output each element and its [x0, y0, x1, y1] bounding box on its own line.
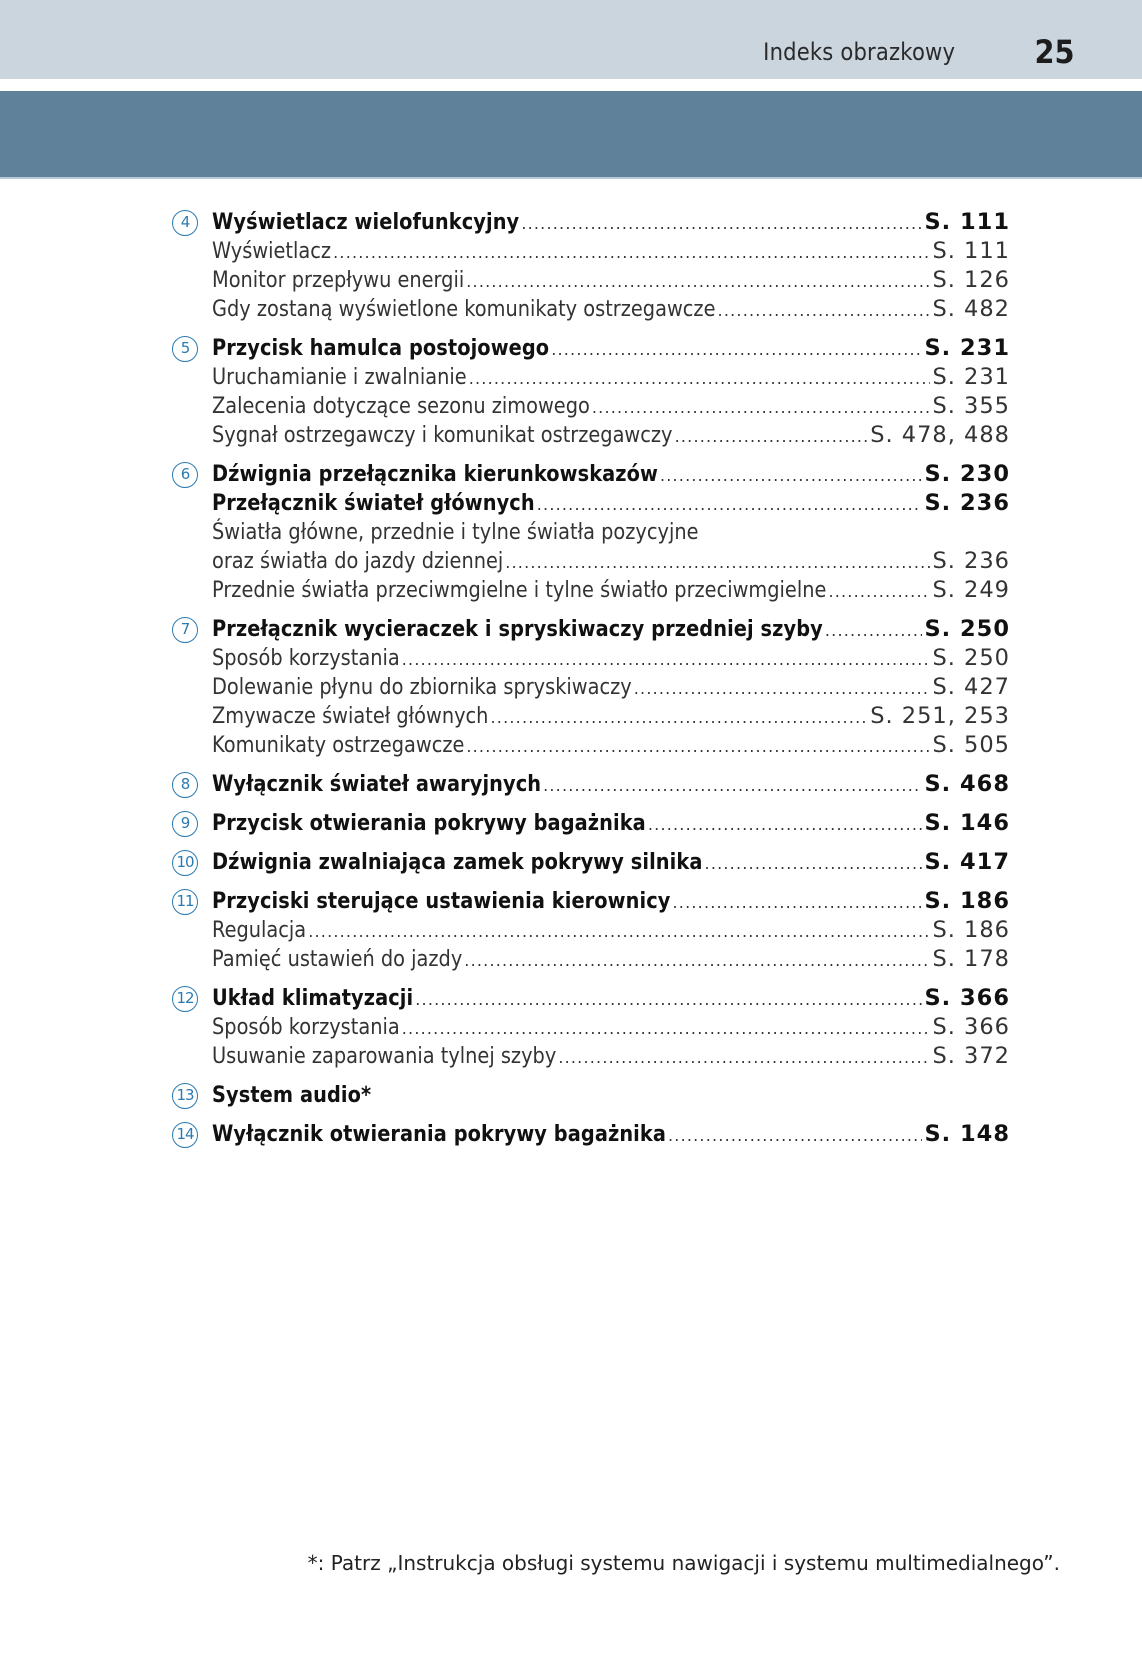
page-reference-link[interactable]: S. 482	[932, 296, 1010, 322]
page-reference-link[interactable]: S. 366	[924, 985, 1010, 1011]
page-reference-link[interactable]: S. 427	[932, 674, 1010, 700]
entry-main-row	[172, 770, 1010, 799]
entry-sub-row	[172, 237, 1010, 266]
entry-label: Wyświetlacz wielofunkcyjny	[212, 209, 520, 235]
dot-leader	[308, 917, 930, 946]
index-entry	[172, 1081, 1010, 1110]
entry-label: Dolewanie płynu do zbiornika spryskiwaczy	[212, 674, 632, 700]
entry-main-row	[172, 887, 1010, 916]
entry-sub-row	[172, 945, 1010, 974]
dot-leader	[415, 985, 922, 1014]
entry-label: Przycisk otwierania pokrywy bagażnika	[212, 810, 646, 836]
index-entry	[172, 809, 1010, 838]
entry-main-row	[172, 1120, 1010, 1149]
entry-sub-row	[172, 266, 1010, 295]
index-entry	[172, 848, 1010, 877]
index-entry	[172, 460, 1010, 605]
entry-sub-row	[172, 702, 1010, 731]
entry-label: Dźwignia przełącznika kierunkowskazów	[212, 461, 659, 487]
section-title: Indeks obrazkowy	[763, 38, 955, 66]
dot-leader	[668, 1121, 922, 1150]
dot-leader	[402, 1014, 931, 1043]
index-entry	[172, 334, 1010, 450]
entry-label: Przełącznik wycieraczek i spryskiwaczy przedniej szyby	[212, 616, 823, 642]
index-entry	[172, 887, 1010, 974]
page-reference-link[interactable]: S. 111	[932, 238, 1010, 264]
page-reference-link[interactable]: S. 231	[932, 364, 1010, 390]
page-reference-link[interactable]: S. 372	[932, 1043, 1010, 1069]
entry-sub-row	[172, 421, 1010, 450]
entry-label: Uruchamianie i zwalnianie	[212, 364, 467, 390]
entry-main-row	[172, 809, 1010, 838]
entry-label: Zmywacze świateł głównych	[212, 703, 489, 729]
dot-leader	[675, 422, 869, 451]
entry-sub-row	[172, 1013, 1010, 1042]
entry-sub-row	[172, 644, 1010, 673]
dot-leader	[718, 296, 931, 325]
dot-leader	[464, 946, 930, 975]
entry-label: Zalecenia dotyczące sezonu zimowego	[212, 393, 590, 419]
picture-index-list	[172, 208, 1010, 1159]
entry-label: Sposób korzystania	[212, 1014, 400, 1040]
entry-main-row	[172, 460, 1010, 489]
dot-leader	[505, 548, 930, 577]
entry-label: Wyłącznik otwierania pokrywy bagażnika	[212, 1121, 666, 1147]
dot-leader	[558, 1043, 930, 1072]
dot-leader	[402, 645, 931, 674]
page-number: 25	[1034, 33, 1075, 71]
dot-leader	[543, 771, 922, 800]
page-reference-link[interactable]: S. 236	[924, 490, 1010, 516]
entry-label: Regulacja	[212, 917, 307, 943]
page-reference-link[interactable]: S. 186	[924, 888, 1010, 914]
entry-label: Wyświetlacz	[212, 238, 332, 264]
entry-sub-row	[172, 392, 1010, 421]
circled-number-marker: 11	[172, 889, 198, 915]
entry-sub-row	[172, 518, 1010, 547]
page-reference-link[interactable]: S. 251, 253	[870, 703, 1010, 729]
footnote: *: Patrz „Instrukcja obsługi systemu nawigacji i systemu multimedialnego”.	[307, 1551, 1060, 1575]
index-entry	[172, 208, 1010, 324]
circled-number-marker: 9	[172, 811, 198, 837]
dot-leader	[469, 364, 931, 393]
entry-sub-row	[172, 731, 1010, 760]
dot-leader	[634, 674, 931, 703]
entry-sub-row	[172, 547, 1010, 576]
page-reference-link[interactable]: S. 230	[924, 461, 1010, 487]
dot-leader	[660, 461, 922, 490]
circled-number-marker: 4	[172, 210, 198, 236]
page-reference-link[interactable]: S. 417	[924, 849, 1010, 875]
page-reference-link[interactable]: S. 126	[932, 267, 1010, 293]
entry-label: Gdy zostaną wyświetlone komunikaty ostrzegawcze	[212, 296, 716, 322]
entry-label: Przełącznik świateł głównych	[212, 490, 535, 516]
entry-label: Przyciski sterujące ustawienia kierownicy	[212, 888, 671, 914]
index-entry	[172, 984, 1010, 1071]
entry-label: Komunikaty ostrzegawcze	[212, 732, 465, 758]
entry-main-row	[172, 489, 1010, 518]
dot-leader	[466, 732, 930, 761]
entry-main-row	[172, 1081, 1010, 1110]
circled-number-marker: 5	[172, 336, 198, 362]
page-reference-link[interactable]: S. 249	[932, 577, 1010, 603]
entry-main-row	[172, 615, 1010, 644]
entry-main-row	[172, 848, 1010, 877]
page-reference-link[interactable]: S. 186	[932, 917, 1010, 943]
page-reference-link[interactable]: S. 505	[932, 732, 1010, 758]
dot-leader	[466, 267, 930, 296]
decorative-band	[0, 91, 1142, 179]
circled-number-marker: 6	[172, 462, 198, 488]
entry-label: Przycisk hamulca postojowego	[212, 335, 550, 361]
page-reference-link[interactable]: S. 468	[924, 771, 1010, 797]
circled-number-marker: 14	[172, 1122, 198, 1148]
entry-label: Światła główne, przednie i tylne światła pozycyjne	[212, 519, 699, 545]
circled-number-marker: 10	[172, 850, 198, 876]
dot-leader	[673, 888, 923, 917]
entry-sub-row	[172, 1042, 1010, 1071]
circled-number-marker: 8	[172, 772, 198, 798]
entry-label: Monitor przepływu energii	[212, 267, 465, 293]
entry-label: Przednie światła przeciwmgielne i tylne światło przeciwmgielne	[212, 577, 827, 603]
index-entry	[172, 615, 1010, 760]
dot-leader	[333, 238, 930, 267]
entry-label: Wyłącznik świateł awaryjnych	[212, 771, 542, 797]
circled-number-marker: 7	[172, 617, 198, 643]
page-reference-link[interactable]: S. 478, 488	[870, 422, 1010, 448]
dot-leader	[648, 810, 923, 839]
page-reference-link[interactable]: S. 146	[924, 810, 1010, 836]
index-entry	[172, 1120, 1010, 1149]
page-reference-link[interactable]: S. 148	[924, 1121, 1010, 1147]
entry-sub-row	[172, 673, 1010, 702]
index-entry	[172, 770, 1010, 799]
page-reference-link[interactable]: S. 355	[932, 393, 1010, 419]
circled-number-marker: 13	[172, 1083, 198, 1109]
dot-leader	[705, 849, 923, 878]
dot-leader	[828, 577, 930, 606]
page-reference-link[interactable]: S. 111	[924, 209, 1010, 235]
dot-leader	[521, 209, 922, 238]
dot-leader	[491, 703, 869, 732]
dot-leader	[537, 490, 923, 519]
page-reference-link[interactable]: S. 236	[932, 548, 1010, 574]
dot-leader	[825, 616, 923, 645]
page-reference-link[interactable]: S. 250	[932, 645, 1010, 671]
entry-sub-row	[172, 295, 1010, 324]
page-reference-link[interactable]: S. 231	[924, 335, 1010, 361]
page-reference-link[interactable]: S. 250	[924, 616, 1010, 642]
entry-label: Sposób korzystania	[212, 645, 400, 671]
entry-label: Sygnał ostrzegawczy i komunikat ostrzegawczy	[212, 422, 673, 448]
entry-label: Układ klimatyzacji	[212, 985, 414, 1011]
entry-main-row	[172, 334, 1010, 363]
entry-main-row	[172, 208, 1010, 237]
entry-label: System audio*	[212, 1082, 372, 1108]
page-reference-link[interactable]: S. 366	[932, 1014, 1010, 1040]
header-band	[0, 0, 1142, 79]
entry-label: Pamięć ustawień do jazdy	[212, 946, 463, 972]
dot-leader	[551, 335, 922, 364]
entry-sub-row	[172, 363, 1010, 392]
entry-sub-row	[172, 916, 1010, 945]
entry-label: Usuwanie zaparowania tylnej szyby	[212, 1043, 557, 1069]
circled-number-marker: 12	[172, 986, 198, 1012]
entry-label: oraz światła do jazdy dziennej	[212, 548, 504, 574]
entry-label: Dźwignia zwalniająca zamek pokrywy silnika	[212, 849, 703, 875]
entry-sub-row	[172, 576, 1010, 605]
page-reference-link[interactable]: S. 178	[932, 946, 1010, 972]
entry-main-row	[172, 984, 1010, 1013]
dot-leader	[592, 393, 931, 422]
